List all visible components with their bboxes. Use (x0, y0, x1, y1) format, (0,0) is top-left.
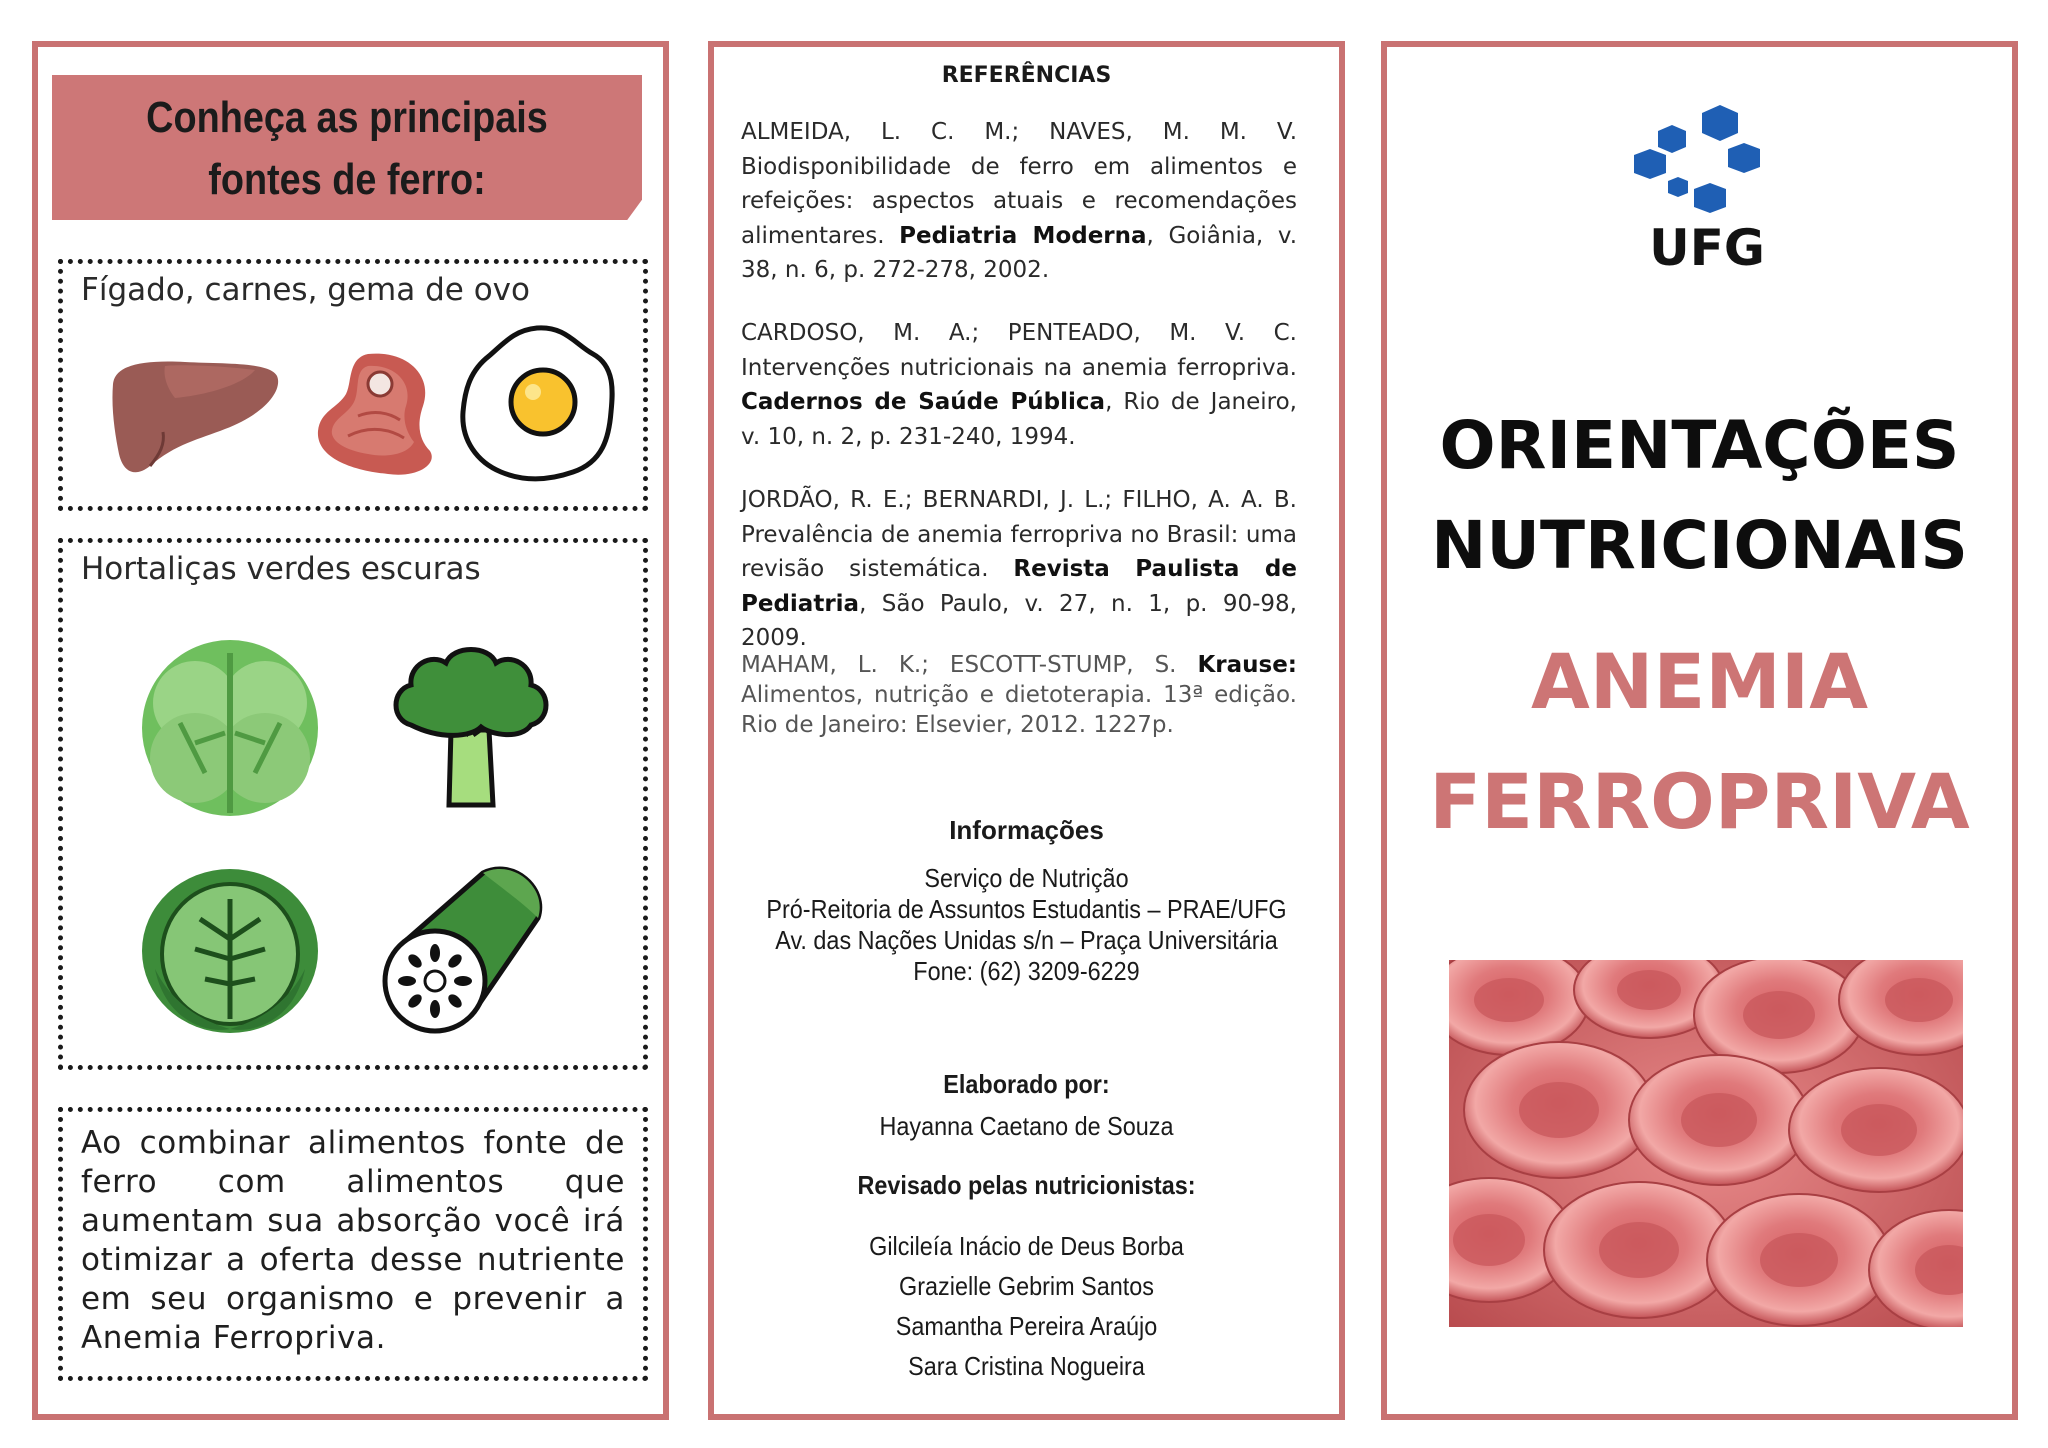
references-panel (708, 41, 1345, 1420)
info-line-1: Serviço de Nutrição (924, 863, 1129, 893)
broccoli-icon (381, 635, 561, 815)
reviewer-4: Sara Cristina Nogueira (908, 1351, 1145, 1381)
cucumber-icon (373, 863, 553, 1038)
info-line-2: Pró-Reitoria de Assuntos Estudantis – PRAE/UFG (766, 894, 1287, 924)
banner-title-line1: Conheça as principais (146, 93, 548, 142)
prepared-heading: Elaborado por: (943, 1069, 1110, 1099)
reference-4-title: Krause: (1197, 652, 1297, 678)
food-sources-panel (32, 41, 669, 1420)
info-line-3: Av. das Nações Unidas s/n – Praça Universitária (775, 925, 1278, 955)
reviewer-3: Samantha Pereira Araújo (895, 1311, 1158, 1341)
reference-3 (741, 483, 1297, 656)
ufg-logo-icon (1632, 105, 1782, 225)
red-blood-cells-image (1449, 960, 1963, 1327)
ufg-logo-text: UFG (1649, 219, 1765, 277)
reference-1-text: ALMEIDA, L. C. M.; NAVES, M. M. V. Biodisponibilidade de ferro em alimentos e refeições: aspectos atuais e recomendações alimentares. (741, 119, 1297, 249)
reference-1-journal: Pediatria Moderna (899, 222, 1147, 249)
reference-1 (741, 115, 1297, 288)
reference-3-journal: Revista Paulista de Pediatria (741, 556, 1297, 617)
info-heading: Informações (949, 815, 1104, 845)
banner-title-line2: fontes de ferro: (208, 155, 486, 204)
reference-4-text: MAHAM, L. K.; ESCOTT-STUMP, S. (741, 652, 1198, 678)
meat-icon (308, 346, 443, 481)
reference-3-text: JORDÃO, R. E.; BERNARDI, J. L.; FILHO, A. A. B. Prevalência de anemia ferropriva no Brasil: uma revisão sistemática. (741, 487, 1297, 582)
reference-2-details: , Rio de Janeiro, v. 10, n. 2, p. 231-240, 1994. (741, 389, 1297, 450)
info-line-4: Fone: (62) 3209-6229 (913, 956, 1140, 986)
reference-2 (741, 316, 1297, 454)
box-title-animal: Fígado, carnes, gema de ovo (81, 272, 530, 308)
info-block (714, 863, 1339, 987)
tip-text: Ao combinar alimentos fonte de ferro com alimentos que aumentam sua absorção você irá otimizar a oferta desse nutriente em seu organismo e prevenir a Anemia Ferropriva. (81, 1125, 625, 1356)
lettuce-icon (135, 633, 325, 823)
reference-2-text: CARDOSO, M. A.; PENTEADO, M. V. C. Intervenções nutricionais na anemia ferropriva. (741, 320, 1297, 381)
vegetables-box (58, 538, 648, 1070)
reviewer-2: Grazielle Gebrim Santos (899, 1271, 1154, 1301)
fried-egg-icon (455, 322, 620, 487)
box-title-vegetables: Hortaliças verdes escuras (81, 551, 481, 587)
subtitle-line1: ANEMIA (1530, 637, 1869, 726)
tip-box (58, 1107, 648, 1381)
reference-4-details: Alimentos, nutrição e dietoterapia. 13ª edição. Rio de Janeiro: Elsevier, 2012. 1227p. (741, 682, 1297, 738)
prepared-by: Hayanna Caetano de Souza (879, 1111, 1174, 1141)
banner-title (93, 87, 600, 211)
references-heading: REFERÊNCIAS (941, 63, 1112, 88)
title-line2: NUTRICIONAIS (1431, 507, 1968, 584)
reference-1-details: , Goiânia, v. 38, n. 6, p. 272-278, 2002. (741, 222, 1298, 283)
cabbage-icon (135, 859, 325, 1039)
animal-sources-box (58, 259, 648, 511)
reference-3-details: , São Paulo, v. 27, n. 1, p. 90-98, 2009. (741, 590, 1297, 651)
liver-icon (105, 354, 285, 479)
cover-panel (1381, 41, 2018, 1420)
reviewer-1: Gilcileía Inácio de Deus Borba (869, 1231, 1184, 1261)
title-line1: ORIENTAÇÕES (1439, 407, 1960, 484)
reviewed-heading: Revisado pelas nutricionistas: (857, 1170, 1196, 1200)
reference-4 (741, 650, 1297, 740)
reference-2-journal: Cadernos de Saúde Pública (741, 389, 1106, 415)
subtitle-line2: FERROPRIVA (1429, 757, 1970, 846)
